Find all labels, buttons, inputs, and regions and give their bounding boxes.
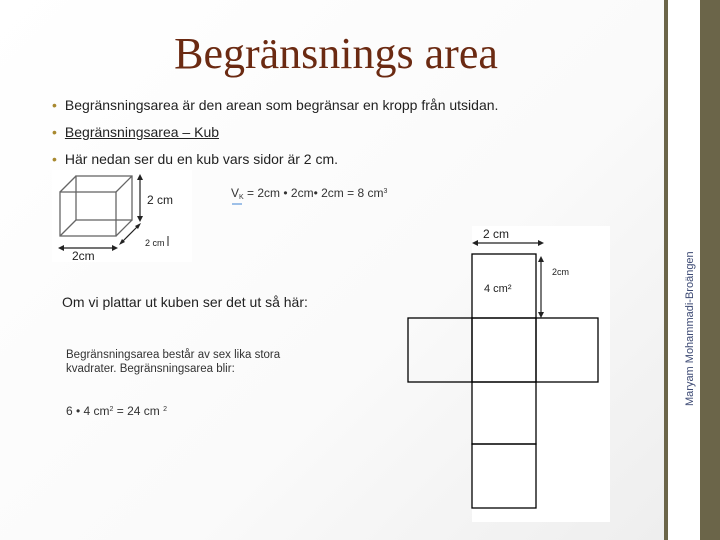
cube-width-label: 2cm [72,249,95,262]
author-name: Maryam Mohammadi-Broängen [684,251,696,406]
formula-prefix: V [231,186,240,200]
bullet-text: Begränsningsarea är den arean som begränsar en kropp från utsidan. [64,97,499,113]
net-width-label: 2 cm [483,227,510,241]
cube-diagram [52,170,192,262]
formula-superscript: 3 [383,188,388,195]
bullet-item [52,122,498,149]
formula-expression: = 2cm • 2cm• 2cm = 8 cm [243,186,384,200]
formula-underline-mark [232,203,242,205]
calc-middle: = 24 cm [113,404,164,418]
net-square-left [408,318,472,382]
bullet-text: Här nedan ser du en kub vars sidor är 2 cm. [64,151,339,167]
formula-subscript: K [239,194,244,201]
cube-depth-label: 2 cm [145,238,165,248]
area-calculation [66,404,167,418]
bullet-item [52,95,498,122]
net-area-label: 4 cm² [484,283,512,295]
calc-exp-1: 2 [109,406,114,413]
bullet-dot-icon: • [52,151,57,167]
calc-left: 6 • 4 cm [66,404,110,418]
volume-formula [231,186,387,201]
calc-exp-2: 2 [163,406,168,413]
net-height-label: 2cm [552,267,570,277]
bullet-dot-icon: • [52,97,57,113]
bullet-list [52,95,498,176]
cube-height-label: 2 cm [147,193,174,207]
area-description: Begränsningsarea består av sex lika stora kvadrater. Begränsningsarea blir: [66,349,281,375]
bullet-dot-icon: • [52,124,57,140]
flatten-text: Om vi plattar ut kuben ser det ut så här: [62,294,308,310]
cube-net-diagram [398,226,610,522]
slide-title: Begränsnings area [174,29,498,78]
bullet-text: Begränsningsarea – Kub [64,124,220,140]
